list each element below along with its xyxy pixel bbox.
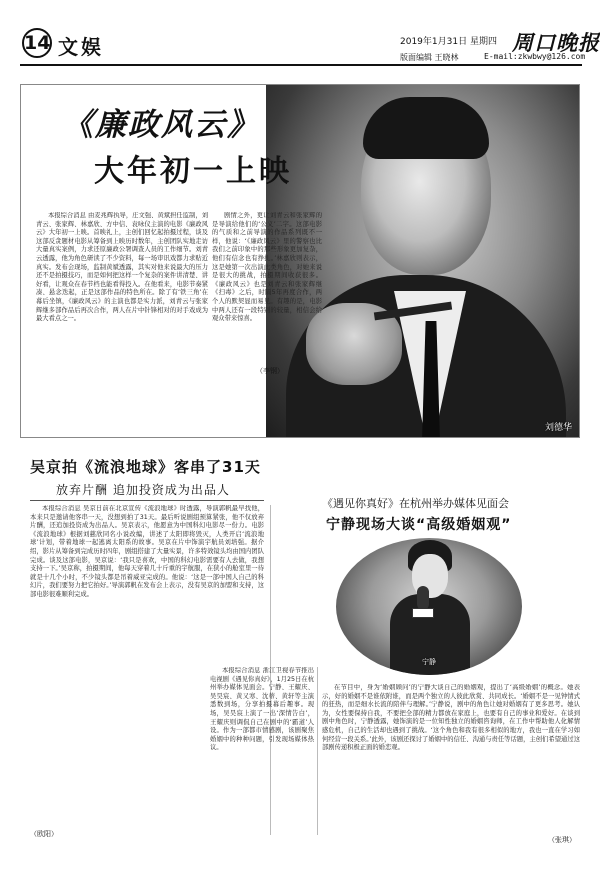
lead-article-column-2: 剧情之外，更让刘青云和张家辉的是导演给他们的‘公义’二字。这部电影的气质和之前导演的作品系列既不一样，他说：‘《廉政风云》里的警察也比我们之前印象中的那些形象更加复杂，他们有信念也有挣扎。’林嘉欣则表示，这是她第一次出演此类角色，对她来说是很大的挑战，拍摄期间收获很多。《廉政风云》也是刘青云和张家辉继《扫毒》之后，时隔5年再度合作，两个人的默契显而易见。有趣的是，电影中两人还有一段特别的较量，相信会给观众带来惊喜。 [212, 212, 322, 323]
article3-column-2: 在节目中，身为‘婚姻顾问’的宁静大谈自己的婚姻观，提出了‘高级婚姻’的概念。她表示，好的婚姻不是谁依附谁，而是两个独立的人彼此欣赏、共同成长。‘婚姻不是一见钟情式的狂热，而是细水长流的陪伴与理解。’宁静说，剧中的角色让她对婚姻有了更多思考。她认为，女性要保持自我，不要把全部的精力都放在家庭上，也要有自己的事业和爱好。在谈到剧中角色时，宁静透露，她饰演的是一位知性独立的婚姻咨询师，在工作中帮助他人化解情感危机，自己的生活却也遇到了挑战。‘这个角色和我有很多相似的地方，我也一直在学习如何经营一段关系。’此外，该剧还探讨了婚姻中的信任、沟通与责任等话题，主创们希望通过这部剧传递积极正面的婚恋观。 [322, 684, 580, 752]
article2-body: 本报综合消息 吴京日前在北京宣传《流浪地球》时透露，导演郭帆最早找他，本来只是邀请他客串一天，没想到拍了31天。最后听说剧组预算紧张，他不仅放弃片酬，还追加投资成为出品人。吴京表示，他愿意为中国科幻电影尽一份力。电影《流浪地球》根据刘慈欣同名小说改编，讲述了太阳即将毁灭，人类开启‘流浪地球’计划，带着地球一起逃离太阳系的故事。吴京在片中饰演宇航员刘培强。据介绍，影片从筹备到完成历时四年，剧组搭建了大量实景，许多特效镜头均由国内团队完成。谈及这部电影，吴京说：‘我只是喜欢，中国的科幻电影需要有人去做，我想支持一下。’吴京称，拍摄期间，他每天穿着几十斤重的宇航服，在狭小的舱室里一待就是十几个小时，不少镜头都是吊着威亚完成的。他说：‘这是一部中国人自己的科幻片，我们要努力把它拍好。’导演郭帆在发布会上表示，没有吴京的加盟和支持，这部电影很难顺利完成。 [30, 505, 264, 598]
article3-column-1: 本报综合消息 浙江卫视春节推出电视剧《遇见你真好》，1月25日在杭州举办媒体见面会。宁静、王耀庆、吴昊宸、黄又寒、沈蒂、黄轩等主演悉数到场，分享拍摄幕后趣事。现场，吴昊宸上演了一出‘深情告白’，王耀庆则调侃自己在剧中的‘霸道’人设。作为一部都市情感剧，该剧聚焦婚姻中的种种问题，引发现场媒体热议。 [210, 667, 314, 752]
article3-credit: （张琪） [548, 836, 576, 844]
page-header [0, 0, 600, 70]
article2-title: 吴京拍《流浪地球》客串了31天 [30, 458, 261, 476]
microphone-icon [417, 586, 429, 610]
contact-email: E-mail:zkwbwy@126.com [484, 52, 586, 61]
photo-hair [363, 97, 489, 159]
header-divider [20, 64, 582, 66]
article3-kicker: 《遇见你真好》在杭州举办媒体见面会 [322, 497, 509, 510]
issue-date: 2019年1月31日 星期四 [400, 37, 497, 47]
article3-photo [336, 538, 522, 675]
lead-article-subtitle: 大年初一上映 [94, 154, 292, 189]
article2-subtitle: 放弃片酬 追加投资成为出品人 [56, 483, 230, 497]
section-name: 文娱 [58, 35, 104, 59]
article3-title: 宁静现场大谈“高级婚姻观” [326, 517, 512, 533]
lead-article-title: 《廉政风云》 [62, 107, 260, 143]
lead-photo-credit: 刘德华 [544, 423, 572, 433]
article3-photo-caption: 宁静 [422, 658, 436, 666]
page-number: 14 [22, 28, 52, 58]
lead-article-column-1: 本报综合消息 由麦兆辉执导，庄文强、黄斌担任监制，刘青云、张家辉、林嘉欣、方中信、袁咏仪主演的电影《廉政风云》大年初一上映。首映礼上，主创们回忆起拍摄过程，谈及这部反贪题材电影从筹备到上映历时数年，主创团队实地走访大量真实案例，力求还原廉政公署调查人员的工作细节。刘青云透露，他为角色研读了不少资料，每一场审讯戏都力求贴近真实。发布会现场，监制黄斌透露，其实对他来说最大的压力还不是拍摄技巧，而是如何把这样一个复杂的案件讲清楚、讲好看，让观众在春节档也能看得投入。在他看来，电影节奏紧凑、悬念迭起，正是这部作品的特色所在。除了有‘铁三角’在幕后坐镇，《廉政风云》的主演也都是实力派，刘青云与张家辉继多部作品后再次合作，两人在片中针锋相对的对手戏成为最大看点之一。 [36, 212, 208, 323]
article2-credit: （欧阳） [30, 830, 58, 838]
lead-article-author: （李钢） [256, 367, 284, 375]
editor-credits: 版面编辑 王晓林 [400, 53, 459, 62]
column-divider [317, 667, 318, 835]
newspaper-logo: 周口晚报 [512, 30, 600, 55]
article2-divider [30, 500, 264, 501]
microphone-flag [412, 608, 434, 618]
